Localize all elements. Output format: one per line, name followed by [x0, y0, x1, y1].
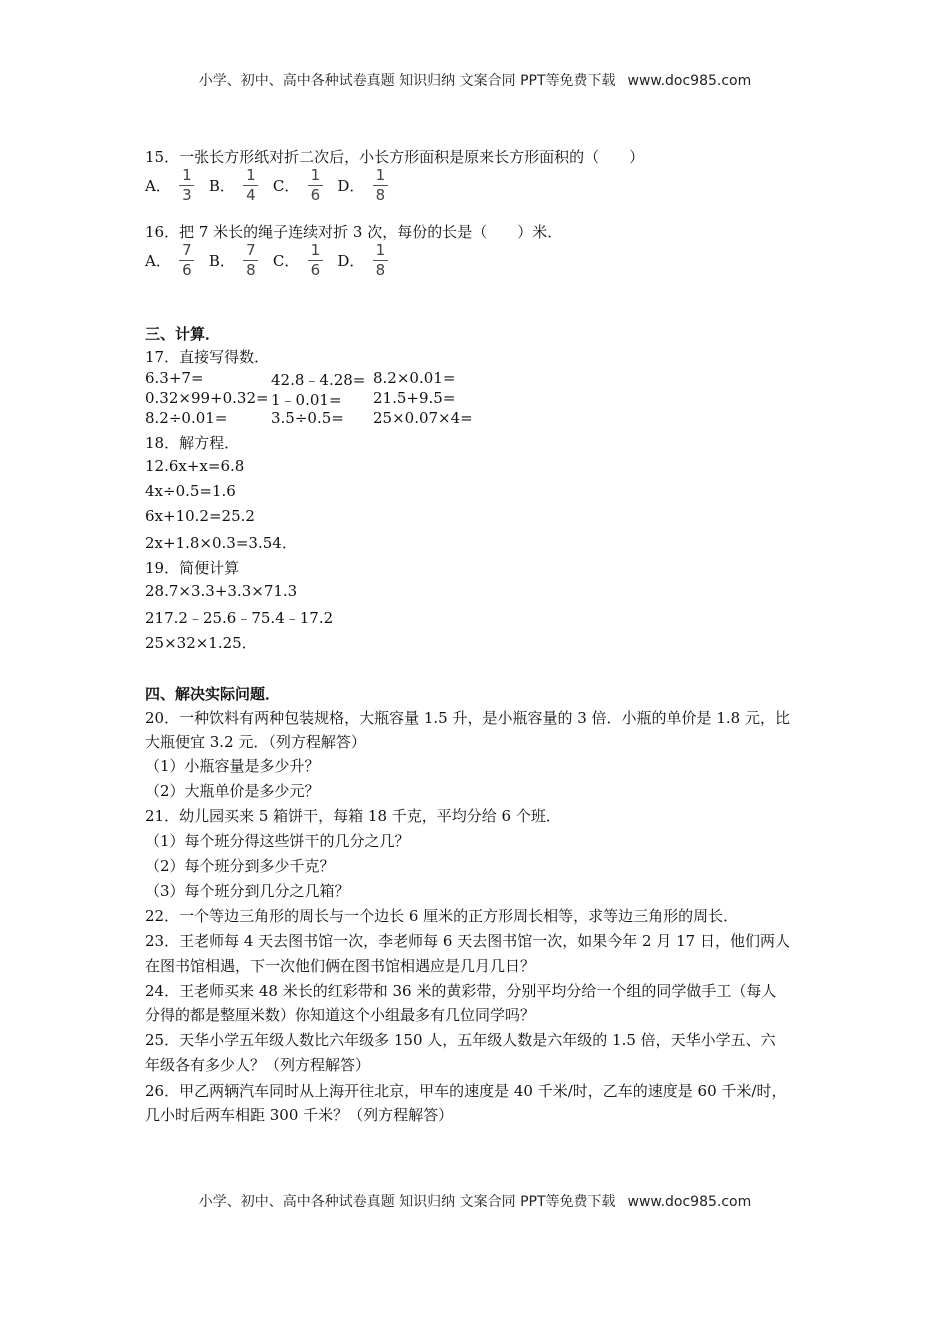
calc-item: 8.2÷0.01=: [145, 409, 228, 427]
q20-line2: 大瓶便宜 3.2 元．（列方程解答）: [145, 733, 366, 751]
q19-stem: 19．简便计算: [145, 559, 240, 577]
calc-item: 0.32×99+0.32=: [145, 389, 269, 407]
simplify-item: 25×32×1.25．: [145, 634, 257, 652]
fraction: $\frac{7}{8}$: [243, 242, 259, 279]
calc-item: 8.2×0.01=: [373, 369, 456, 387]
fraction: $\frac{1}{3}$: [179, 167, 195, 204]
q21-stem: 21．幼儿园买来 5 箱饼干，每箱 18 千克，平均分给 6 个班．: [145, 807, 561, 825]
calc-item: 1﹣0.01=: [271, 391, 342, 409]
footer-text: 小学、初中、高中各种试卷真题 知识归纳 文案合同 PPT等免费下载: [198, 1194, 616, 1210]
fraction: $\frac{1}{6}$: [307, 242, 323, 279]
q21-sub2: （2）每个班分到多少千克？: [145, 857, 335, 875]
calc-item: 42.8﹣4.28=: [271, 371, 366, 389]
page-footer: [0, 1191, 950, 1211]
equation-item: 4x÷0.5=1.6: [145, 482, 236, 500]
q15-option-a: A． $\frac{1}{3}$: [145, 167, 195, 204]
q25-line1: 25．天华小学五年级人数比六年级多 150 人，五年级人数是六年级的 1.5 倍，天华小学五、六: [145, 1031, 776, 1049]
simplify-item: 28.7×3.3+3.3×71.3: [145, 582, 298, 600]
fraction: $\frac{1}{8}$: [372, 167, 388, 204]
q22-stem: 22．一个等边三角形的周长与一个边长 6 厘米的正方形周长相等，求等边三角形的周长．: [145, 907, 739, 925]
q17-stem: 17．直接写得数．: [145, 348, 270, 366]
calc-item: 6.3+7=: [145, 369, 204, 387]
q16-option-d: D． $\frac{1}{8}$: [337, 242, 388, 279]
equation-item: 12.6x+x=6.8: [145, 457, 245, 475]
q15-stem: 15．一张长方形纸对折二次后，小长方形面积是原来长方形面积的（ ）: [145, 148, 645, 166]
q16-stem: 16．把 7 米长的绳子连续对折 3 次，每份的长是（ ）米．: [145, 223, 563, 241]
q24-line1: 24．王老师买来 48 米长的红彩带和 36 米的黄彩带，分别平均分给一个组的同学做手工（每人: [145, 982, 777, 1000]
q15-option-b: B． $\frac{1}{4}$: [209, 167, 259, 204]
calc-item: 21.5+9.5=: [373, 389, 456, 407]
q20-sub1: （1）小瓶容量是多少升？: [145, 757, 320, 775]
q15-option-d: D． $\frac{1}{8}$: [337, 167, 388, 204]
q18-stem: 18．解方程．: [145, 434, 240, 452]
q26-line1: 26．甲乙两辆汽车同时从上海开往北京，甲车的速度是 40 千米/时，乙车的速度是 60 千米/时，: [145, 1082, 787, 1100]
fraction: $\frac{7}{6}$: [179, 242, 195, 279]
fraction: $\frac{1}{4}$: [243, 167, 259, 204]
q16-option-b: B． $\frac{7}{8}$: [209, 242, 259, 279]
q16-option-c: C． $\frac{1}{6}$: [273, 242, 323, 279]
fraction: $\frac{1}{8}$: [372, 242, 388, 279]
section-3-title: 三、计算．: [145, 325, 221, 343]
q16-options: [145, 242, 402, 279]
q15-options: [145, 167, 402, 204]
q25-line2: 年级各有多少人？（列方程解答）: [145, 1056, 371, 1074]
q23-line2: 在图书馆相遇，下一次他们俩在图书馆相遇应是几月几日？: [145, 957, 536, 975]
q16-option-a: A． $\frac{7}{6}$: [145, 242, 195, 279]
calc-item: 3.5÷0.5=: [271, 409, 344, 427]
section-4-title: 四、解决实际问题．: [145, 685, 281, 703]
footer-url: www.doc985.com: [627, 1194, 752, 1210]
header-text: 小学、初中、高中各种试卷真题 知识归纳 文案合同 PPT等免费下载: [198, 73, 616, 89]
q15-option-c: C． $\frac{1}{6}$: [273, 167, 323, 204]
q23-line1: 23．王老师每 4 天去图书馆一次，李老师每 6 天去图书馆一次，如果今年 2 月 17 日，他们两人: [145, 932, 790, 950]
equation-item: 6x+10.2=25.2: [145, 507, 255, 525]
q24-line2: 分得的都是整厘米数）你知道这个小组最多有几位同学吗？: [145, 1006, 536, 1024]
q20-sub2: （2）大瓶单价是多少元？: [145, 782, 320, 800]
header-url: www.doc985.com: [627, 73, 752, 89]
equation-item: 2x+1.8×0.3=3.54．: [145, 534, 297, 552]
q21-sub1: （1）每个班分得这些饼干的几分之几？: [145, 832, 410, 850]
page-header: [0, 70, 950, 90]
q26-line2: 几小时后两车相距 300 千米？（列方程解答）: [145, 1106, 454, 1124]
fraction: $\frac{1}{6}$: [307, 167, 323, 204]
q20-line1: 20．一种饮料有两种包装规格，大瓶容量 1.5 升，是小瓶容量的 3 倍．小瓶的单价是 1.8 元，比: [145, 709, 790, 727]
calc-item: 25×0.07×4=: [373, 409, 473, 427]
q21-sub3: （3）每个班分到几分之几箱？: [145, 882, 350, 900]
simplify-item: 217.2﹣25.6﹣75.4﹣17.2: [145, 609, 334, 627]
